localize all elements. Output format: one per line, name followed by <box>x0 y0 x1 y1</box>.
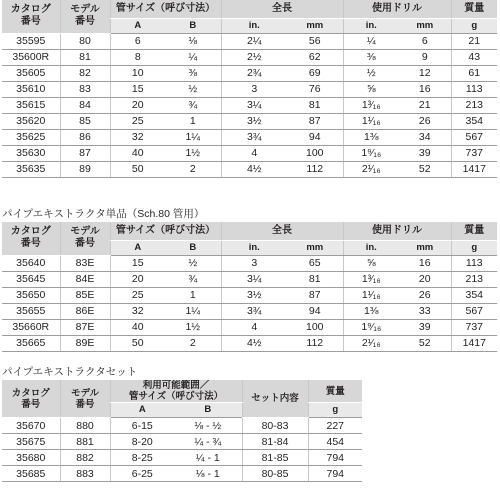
table-row <box>2 255 497 271</box>
table-cell: 82 <box>60 65 110 81</box>
table-cell: 794 <box>308 466 362 482</box>
table-cell: 85 <box>60 113 110 129</box>
table-cell: 213 <box>451 97 497 113</box>
catalog-number-header: カタログ 番号 <box>2 0 60 33</box>
table-cell: 1³⁄₁₆ <box>343 271 399 287</box>
table-cell: 3½ <box>221 113 287 129</box>
table-row <box>2 434 362 450</box>
table-cell: 35650 <box>2 287 60 303</box>
table-cell: ⅛ - ½ <box>174 418 242 434</box>
table-cell: 21 <box>451 33 497 49</box>
table-cell: 15 <box>110 81 165 97</box>
table-cell: 69 <box>287 65 343 81</box>
model-number-header: モデル 番号 <box>60 380 110 418</box>
subheader-cell: in. <box>221 18 287 33</box>
table-row <box>2 466 362 482</box>
table-cell: 50 <box>110 335 165 351</box>
section-title: パイプエキストラクタセット <box>2 366 138 378</box>
subheader-cell: mm <box>399 240 451 255</box>
table-cell: 81 <box>287 271 343 287</box>
table-cell: 84 <box>60 97 110 113</box>
table-cell: 2¾ <box>221 65 287 81</box>
table-cell: 35625 <box>2 129 60 145</box>
table-cell: 3¾ <box>221 129 287 145</box>
table-cell: 85E <box>60 287 110 303</box>
catalog-number-header: カタログ 番号 <box>2 380 60 418</box>
table-cell: 65 <box>287 255 343 271</box>
table-cell: 40 <box>110 145 165 161</box>
table-cell: 3¼ <box>221 271 287 287</box>
table-cell: 87 <box>60 145 110 161</box>
table-cell: 76 <box>287 81 343 97</box>
table-cell: 35640 <box>2 255 60 271</box>
table-cell: 25 <box>110 287 165 303</box>
mass-header: 質量 <box>308 380 362 403</box>
table-cell: 81-84 <box>242 434 308 450</box>
table-header-row <box>2 0 497 18</box>
table-cell: ⅛ <box>165 33 221 49</box>
subheader-cell: in. <box>343 240 399 255</box>
overall-length-header: 全長 <box>221 222 343 240</box>
table-row <box>2 319 497 335</box>
table-row <box>2 161 497 177</box>
table-row <box>2 129 497 145</box>
table-row <box>2 33 497 49</box>
table-cell: 52 <box>399 161 451 177</box>
table-cell: ¼ <box>343 33 399 49</box>
table-cell: 8-20 <box>110 434 174 450</box>
table-cell: 81 <box>60 49 110 65</box>
table-cell: 35670 <box>2 418 60 434</box>
table-cell: 35685 <box>2 466 60 482</box>
table-cell: 213 <box>451 271 497 287</box>
table-cell: 26 <box>399 113 451 129</box>
table-row <box>2 335 497 351</box>
table-cell: 1⁹⁄₁₆ <box>343 145 399 161</box>
table-cell: ½ <box>165 81 221 97</box>
subheader-cell: in. <box>221 240 287 255</box>
table-row <box>2 113 497 129</box>
table-cell: 2 <box>165 335 221 351</box>
table-cell: 737 <box>451 145 497 161</box>
table-cell: 35680 <box>2 450 60 466</box>
table-cell: 6-15 <box>110 418 174 434</box>
table-row <box>2 81 497 97</box>
table-cell: 87 <box>287 287 343 303</box>
catalog-number-header: カタログ 番号 <box>2 222 60 255</box>
pipe-extractor-sch80-table <box>2 222 497 352</box>
table-cell: 6-25 <box>110 466 174 482</box>
table-cell: 35660R <box>2 319 60 335</box>
table-cell: 880 <box>60 418 110 434</box>
table-cell: 35600R <box>2 49 60 65</box>
table-cell: 16 <box>399 81 451 97</box>
table-cell: ½ <box>343 65 399 81</box>
mass-header: 質量 <box>451 0 497 18</box>
table-cell: 35655 <box>2 303 60 319</box>
table-cell: 35595 <box>2 33 60 49</box>
table-cell: 100 <box>287 319 343 335</box>
table-cell: 1³⁄₁₆ <box>343 97 399 113</box>
table-cell: ⅝ <box>343 81 399 97</box>
table-cell: 87 <box>287 113 343 129</box>
table-cell: 32 <box>110 129 165 145</box>
table-cell: 61 <box>451 65 497 81</box>
table-cell: 56 <box>287 33 343 49</box>
table-cell: 86 <box>60 129 110 145</box>
table-cell: 25 <box>110 113 165 129</box>
table-cell: 1 <box>165 113 221 129</box>
table-cell: 1 <box>165 287 221 303</box>
table-cell: 2½ <box>221 49 287 65</box>
table-cell: 33 <box>399 303 451 319</box>
table-cell: 83 <box>60 81 110 97</box>
table-header-row <box>2 222 497 240</box>
subheader-cell: mm <box>287 18 343 33</box>
table-cell: 6 <box>399 33 451 49</box>
table-cell: 35620 <box>2 113 60 129</box>
table-cell: 737 <box>451 319 497 335</box>
table-cell: 3½ <box>221 287 287 303</box>
table-cell: 1417 <box>451 335 497 351</box>
table-cell: 35630 <box>2 145 60 161</box>
table-cell: 112 <box>287 161 343 177</box>
table-cell: 1½ <box>165 145 221 161</box>
table-cell: 87E <box>60 319 110 335</box>
subheader-cell: B <box>174 403 242 418</box>
table-cell: 100 <box>287 145 343 161</box>
table-cell: 80-83 <box>242 418 308 434</box>
table-row <box>2 287 497 303</box>
mass-header: 質量 <box>451 222 497 240</box>
table-cell: 8-25 <box>110 450 174 466</box>
subheader-cell: g <box>451 18 497 33</box>
table-cell: 3¾ <box>221 303 287 319</box>
table-cell: ½ <box>165 255 221 271</box>
table-cell: 881 <box>60 434 110 450</box>
table-cell: 8 <box>110 49 165 65</box>
table-row <box>2 271 497 287</box>
table-cell: ¼ - ¾ <box>174 434 242 450</box>
table-cell: 89E <box>60 335 110 351</box>
table-cell: 3¼ <box>221 97 287 113</box>
table-cell: 794 <box>308 450 362 466</box>
table-cell: 39 <box>399 145 451 161</box>
table-cell: ¾ <box>165 271 221 287</box>
table-cell: 34 <box>399 129 451 145</box>
table-cell: 3 <box>221 255 287 271</box>
table-cell: 43 <box>451 49 497 65</box>
subheader-cell: g <box>308 403 362 418</box>
subheader-cell: mm <box>287 240 343 255</box>
overall-length-header: 全長 <box>221 0 343 18</box>
table-cell: 9 <box>399 49 451 65</box>
subheader-cell: A <box>110 18 165 33</box>
table-cell: ⅜ <box>165 65 221 81</box>
table-cell: 1¹⁄₁₆ <box>343 287 399 303</box>
table-cell: 86E <box>60 303 110 319</box>
table-cell: ¾ <box>165 97 221 113</box>
table-cell: 80 <box>60 33 110 49</box>
table-cell: 20 <box>110 97 165 113</box>
model-number-header: モデル 番号 <box>60 222 110 255</box>
table-cell: 81 <box>287 97 343 113</box>
table-cell: 81-85 <box>242 450 308 466</box>
subheader-cell: g <box>451 240 497 255</box>
model-number-header: モデル 番号 <box>60 0 110 33</box>
table-cell: 40 <box>110 319 165 335</box>
table-cell: 6 <box>110 33 165 49</box>
table-cell: 1⅜ <box>343 303 399 319</box>
table-cell: 1½ <box>165 319 221 335</box>
table-cell: 2 <box>165 161 221 177</box>
table-cell: 4½ <box>221 161 287 177</box>
table-cell: 113 <box>451 255 497 271</box>
table-cell: 80-85 <box>242 466 308 482</box>
table-cell: 89 <box>60 161 110 177</box>
table-cell: ⅝ <box>343 255 399 271</box>
table-cell: 16 <box>399 255 451 271</box>
table-row <box>2 49 497 65</box>
table-cell: 567 <box>451 303 497 319</box>
table-cell: ⅛ - 1 <box>174 466 242 482</box>
table-cell: 1⁹⁄₁₆ <box>343 319 399 335</box>
subheader-cell: B <box>165 18 221 33</box>
drill-header: 使用ドリル <box>343 222 451 240</box>
table-cell: 12 <box>399 65 451 81</box>
table-cell: 26 <box>399 287 451 303</box>
table-cell: 35665 <box>2 335 60 351</box>
table-row <box>2 303 497 319</box>
subheader-cell: A <box>110 403 174 418</box>
table-cell: 94 <box>287 129 343 145</box>
table-cell: 35605 <box>2 65 60 81</box>
table-cell: 112 <box>287 335 343 351</box>
pipe-size-header: 管サイズ（呼び寸法） <box>110 0 221 18</box>
table-cell: 1¼ <box>165 129 221 145</box>
table-cell: 227 <box>308 418 362 434</box>
table-cell: 1417 <box>451 161 497 177</box>
table-cell: 113 <box>451 81 497 97</box>
table-cell: 35635 <box>2 161 60 177</box>
table-cell: 94 <box>287 303 343 319</box>
table-cell: 39 <box>399 319 451 335</box>
table-row <box>2 65 497 81</box>
subheader-cell: in. <box>343 18 399 33</box>
table-cell: ¼ - 1 <box>174 450 242 466</box>
table-header-row <box>2 380 362 403</box>
table-cell: 2¹⁄₁₆ <box>343 335 399 351</box>
table-cell: ¼ <box>165 49 221 65</box>
table-cell: 50 <box>110 161 165 177</box>
table-cell: 1⅜ <box>343 129 399 145</box>
table-cell: 35645 <box>2 271 60 287</box>
table-cell: 882 <box>60 450 110 466</box>
table-cell: 21 <box>399 97 451 113</box>
table-cell: 883 <box>60 466 110 482</box>
table-cell: 4 <box>221 145 287 161</box>
table-row <box>2 450 362 466</box>
table-cell: 1¹⁄₁₆ <box>343 113 399 129</box>
table-cell: 83E <box>60 255 110 271</box>
table-cell: 84E <box>60 271 110 287</box>
table-cell: 454 <box>308 434 362 450</box>
table-cell: 354 <box>451 287 497 303</box>
pipe-extractor-set-table <box>2 380 362 482</box>
table-cell: 2¼ <box>221 33 287 49</box>
table-cell: 1¼ <box>165 303 221 319</box>
table-cell: 15 <box>110 255 165 271</box>
table-cell: 20 <box>110 271 165 287</box>
table-cell: ⅜ <box>343 49 399 65</box>
table-cell: 62 <box>287 49 343 65</box>
section-title: パイプエキストラクタ単品（Sch.80 管用） <box>2 208 205 220</box>
pipe-extractor-table <box>2 0 497 178</box>
table-cell: 3 <box>221 81 287 97</box>
table-cell: 35615 <box>2 97 60 113</box>
set-contents-header: セット内容 <box>242 380 308 418</box>
table-cell: 10 <box>110 65 165 81</box>
drill-header: 使用ドリル <box>343 0 451 18</box>
table-row <box>2 418 362 434</box>
table-row <box>2 145 497 161</box>
table-cell: 567 <box>451 129 497 145</box>
table-row <box>2 97 497 113</box>
table-cell: 32 <box>110 303 165 319</box>
subheader-cell: mm <box>399 18 451 33</box>
pipe-size-header: 管サイズ（呼び寸法） <box>110 222 221 240</box>
table-cell: 2¹⁄₁₆ <box>343 161 399 177</box>
table-cell: 4 <box>221 319 287 335</box>
table-cell: 52 <box>399 335 451 351</box>
table-cell: 35610 <box>2 81 60 97</box>
subheader-cell: A <box>110 240 165 255</box>
subheader-cell: B <box>165 240 221 255</box>
range-header: 利用可能範囲／ 管サイズ（呼び寸法） <box>110 380 242 403</box>
table-cell: 35675 <box>2 434 60 450</box>
table-cell: 4½ <box>221 335 287 351</box>
table-cell: 20 <box>399 271 451 287</box>
table-cell: 354 <box>451 113 497 129</box>
